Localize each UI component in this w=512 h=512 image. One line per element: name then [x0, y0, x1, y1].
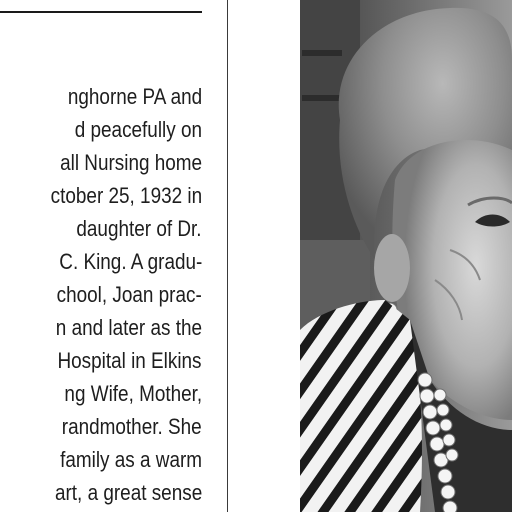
ear: [374, 234, 410, 302]
striped-jacket: [300, 300, 422, 512]
obituary-line: C. King. A gradu-: [58, 249, 202, 274]
obituary-line: daughter of Dr.: [76, 216, 202, 241]
obituary-line: ctober 25, 1932 in: [50, 183, 202, 208]
obituary-line: chool, Joan prac-: [56, 282, 202, 307]
obituary-line: family as a warm: [60, 447, 202, 472]
obituary-text-column: [0, 84, 204, 512]
obituary-line: Hospital in Elkins: [57, 348, 202, 373]
column-divider: [227, 0, 228, 512]
header-rule: [0, 11, 202, 13]
obituary-line: art, a great sense: [54, 480, 202, 505]
portrait-photo: [300, 0, 512, 512]
obituary-line: n and later as the: [55, 315, 202, 340]
obituary-line: randmother. She: [62, 414, 202, 439]
obituary-line: ng Wife, Mother,: [64, 381, 202, 406]
obituary-line: all Nursing home: [60, 150, 202, 175]
obituary-line: nghorne PA and: [67, 84, 202, 109]
obituary-line: d peacefully on: [74, 117, 202, 142]
